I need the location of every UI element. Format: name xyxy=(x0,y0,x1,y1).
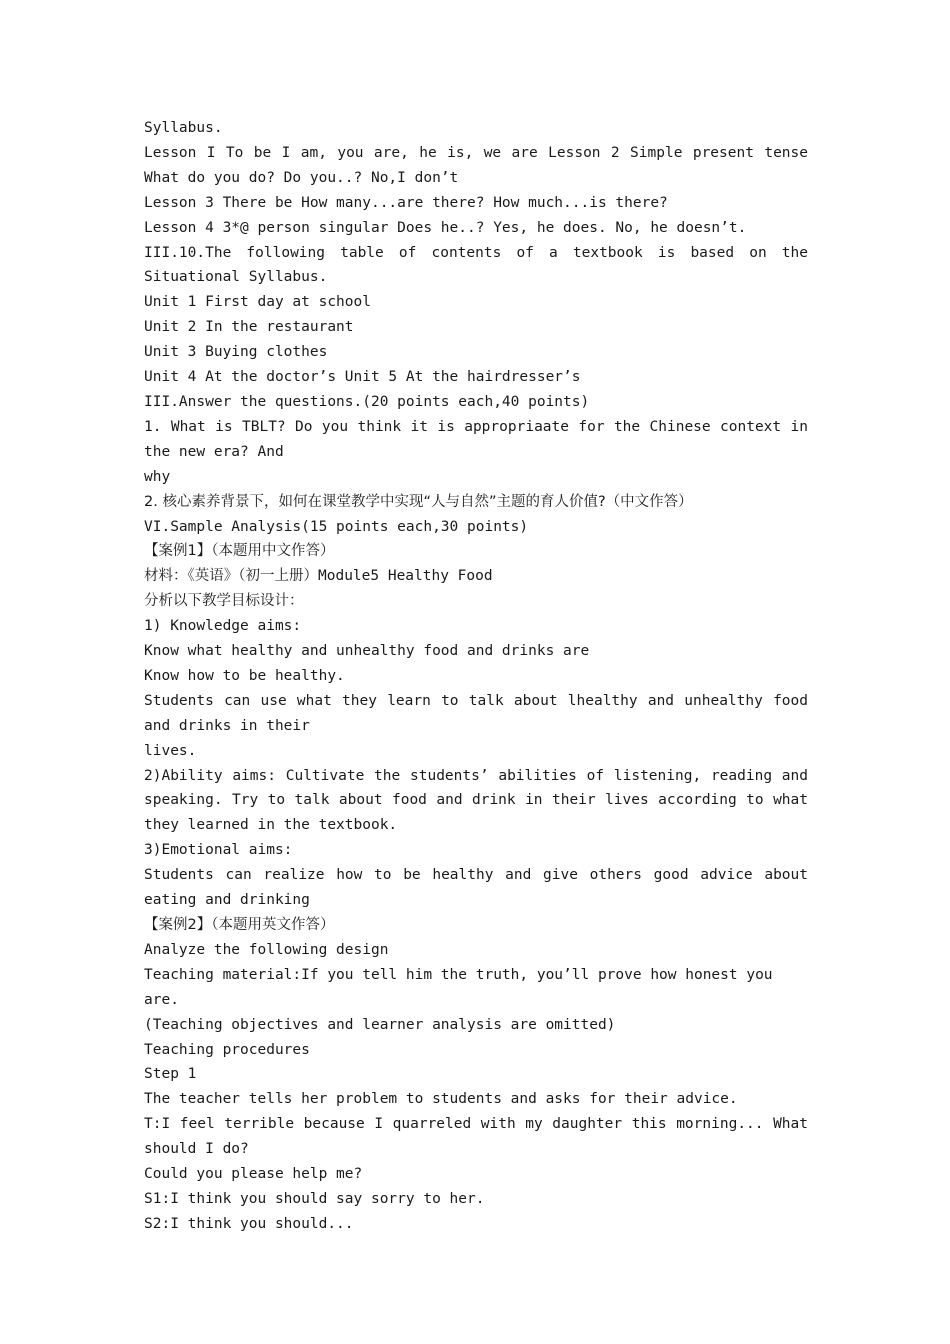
text-line: Students can realize how to be healthy and give others good advice about eating and drinking xyxy=(144,867,817,909)
text-line: 1) Knowledge aims: xyxy=(144,618,302,635)
text-line: Step 1 xyxy=(144,1066,197,1083)
text-line: Unit 2 In the restaurant xyxy=(144,319,354,336)
text-line: Unit 3 Buying clothes xyxy=(144,344,328,361)
text-line: Lesson 4 3*@ person singular Does he..? Yes, he does. No, he doesn’t. xyxy=(144,219,747,236)
text-line: III.Answer the questions.(20 points each,40 points) xyxy=(144,393,590,410)
text-line: Unit 4 At the doctor’s Unit 5 At the hairdresser’s xyxy=(144,369,581,386)
text-line: 1. What is TBLT? Do you think it is appropriaate for the Chinese context in the new era? And xyxy=(144,418,817,460)
text-line: Analyze the following design xyxy=(144,941,389,958)
text-line: Know what healthy and unhealthy food and drinks are xyxy=(144,643,590,660)
text-line: Students can use what they learn to talk about lhealthy and unhealthy food and drinks in their xyxy=(144,692,817,734)
text-line: Lesson 3 There be How many...are there? How much...is there? xyxy=(144,194,668,211)
text-line: Know how to be healthy. xyxy=(144,667,345,684)
document-page xyxy=(144,116,817,1237)
text-line: 材料：《英语》（初一上册）Module5 Healthy Food xyxy=(144,568,493,585)
text-line: 2)Ability aims: Cultivate the students’ abilities of listening, reading and speaking. Try to talk about food and drink in their lives according to what they learned in the textbook. xyxy=(144,767,817,834)
text-line: Lesson I To be I am, you are, he is, we are Lesson 2 Simple present tense What do you do? Do you..? No,I don’t xyxy=(144,144,817,186)
text-line: why xyxy=(144,468,171,485)
case-heading: 【案例1】（本题用中文作答） xyxy=(144,543,335,560)
case-heading: 【案例2】（本题用英文作答） xyxy=(144,917,335,933)
text-line: Could you please help me? xyxy=(144,1166,363,1183)
text-line: Teaching material:If you tell him the truth, you’ll prove how honest you are. xyxy=(144,966,782,1008)
text-line: Unit 1 First day at school xyxy=(144,294,371,311)
text-line: Teaching procedures xyxy=(144,1041,310,1058)
text-line: 分析以下教学目标设计： xyxy=(144,593,304,610)
text-line: T:I feel terrible because I quarreled with my daughter this morning... What should I do? xyxy=(144,1116,817,1158)
text-line: 3)Emotional aims: xyxy=(144,842,293,859)
text-line: (Teaching objectives and learner analysis are omitted) xyxy=(144,1016,616,1033)
text-line: III.10.The following table of contents of a textbook is based on the Situational Syllabus. xyxy=(144,244,817,286)
text-line: The teacher tells her problem to students and asks for their advice. xyxy=(144,1091,738,1108)
section-heading: VI.Sample Analysis(15 points each,30 points) xyxy=(144,518,529,535)
text-line: S1:I think you should say sorry to her. xyxy=(144,1190,485,1207)
text-line: Syllabus. xyxy=(144,120,223,136)
text-line: S2:I think you should... xyxy=(144,1215,354,1232)
text-line: 2. 核心素养背景下，如何在课堂教学中实现“人与自然”主题的育人价值?（中文作答） xyxy=(144,493,693,510)
text-line: lives. xyxy=(144,742,197,759)
